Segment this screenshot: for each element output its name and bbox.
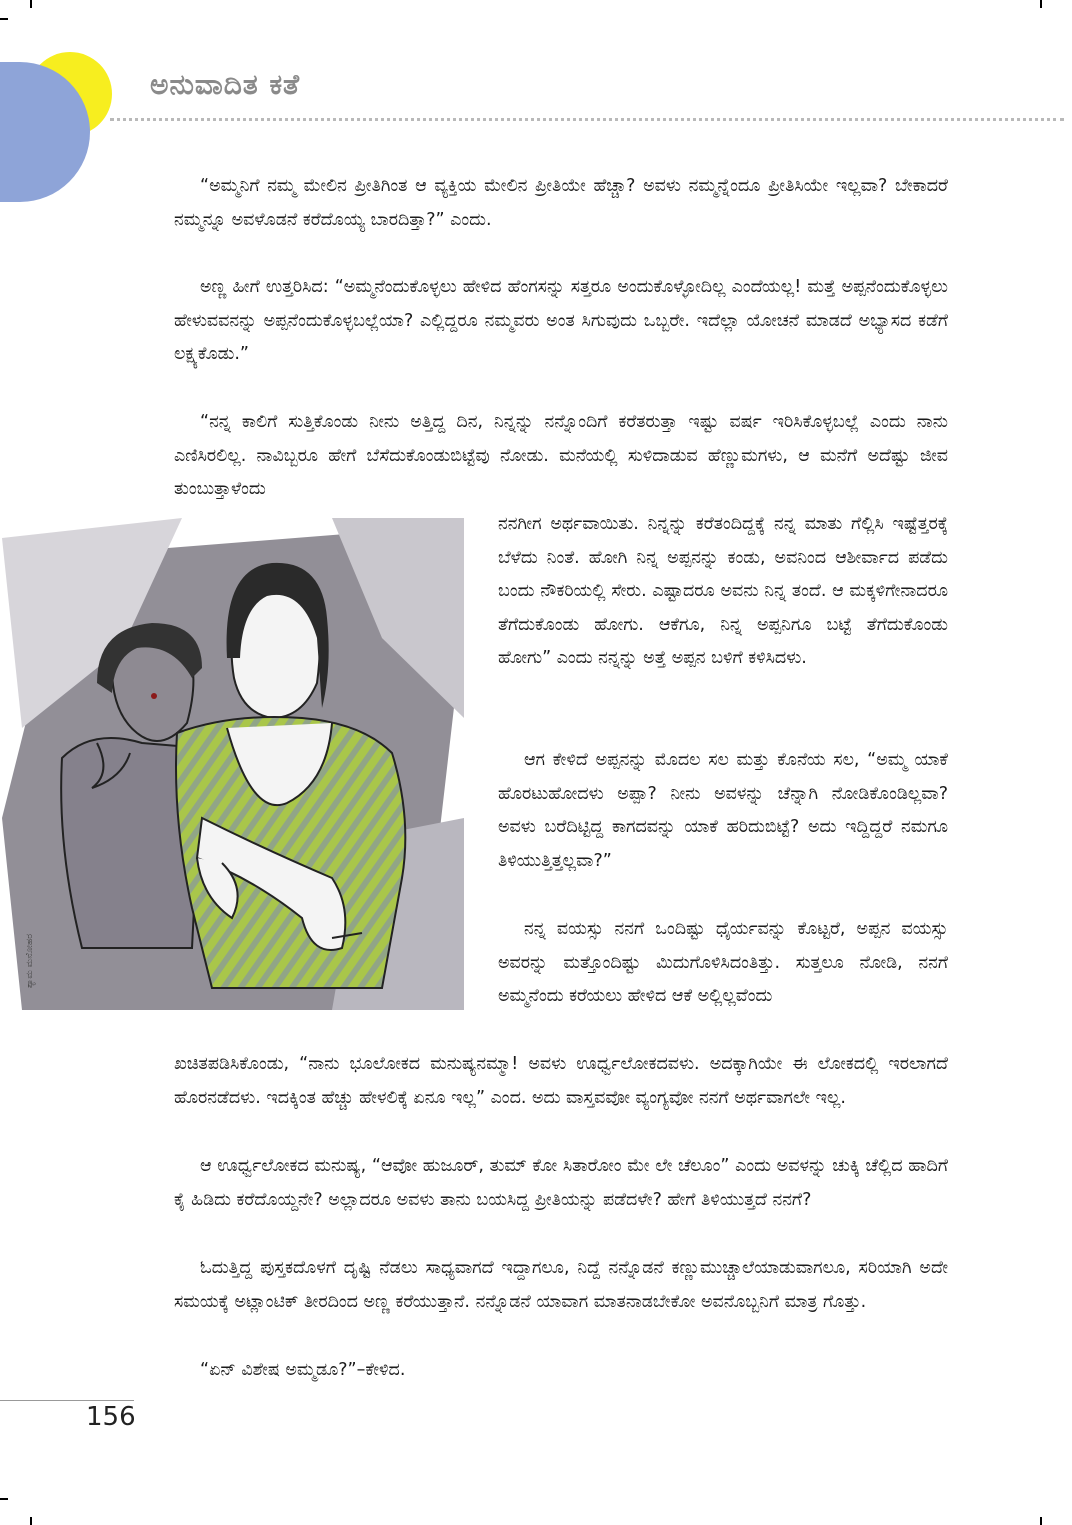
footer-rule: [0, 1400, 134, 1401]
paragraph-5-part-2: ಖಚಿತಪಡಿಸಿಕೊಂಡು, “ನಾನು ಭೂಲೋಕದ ಮನುಷ್ಯನಮ್ಮಾ! ಅವಳು ಊರ್ಧ್ವಲೋಕದವಳು. ಅದಕ್ಕಾಗಿಯೇ ಈ ಲೋಕದಲ್ಲಿ ಇರಲಾಗದೆ ಹೊರನಡೆದಳು. ಇದಕ್ಕಿಂತ ಹೆಚ್ಚು ಹೇಳಲಿಕ್ಕೆ ಏನೂ ಇಲ್ಲ” ಎಂದ. ಅದು ವಾಸ್ತವವೋ ವ್ಯಂಗ್ಯವೋ ನನಗೆ ಅರ್ಥವಾಗಲೇ ಇಲ್ಲ.: [174, 1054, 948, 1108]
crop-mark: [0, 18, 8, 20]
crop-mark: [1040, 0, 1042, 8]
section-title: ಅನುವಾದಿತ ಕತೆ: [150, 68, 301, 101]
crop-mark: [1040, 1517, 1042, 1525]
paragraph-2: ಅಣ್ಣ ಹೀಗೆ ಉತ್ತರಿಸಿದ: “ಅಮ್ಮನೆಂದುಕೊಳ್ಳಲು ಹೇಳಿದ ಹೆಂಗಸನ್ನು ಸತ್ತರೂ ಅಂದುಕೊಳ್ಳೋದಿಲ್ಲ ಎಂದೆಯಲ್ಲ! ಮತ್ತೆ ಅಪ್ಪನೆಂದುಕೊಳ್ಳಲು ಹೇಳುವವನನ್ನು ಅಪ್ಪನೆಂದುಕೊಳ್ಳಬಲ್ಲೆಯಾ? ಎಲ್ಲಿದ್ದರೂ ನಮ್ಮವರು ಅಂತ ಸಿಗುವುದು ಒಬ್ಬರೇ. ಇದೆಲ್ಲಾ ಯೋಚನೆ ಮಾಡದೆ ಅಭ್ಯಾಸದ ಕಡೆಗೆ ಲಕ್ಷ್ಯಕೊಡು.”: [174, 277, 948, 364]
paragraph-1: “ಅಮ್ಮನಿಗೆ ನಮ್ಮ ಮೇಲಿನ ಪ್ರೀತಿಗಿಂತ ಆ ವ್ಯಕ್ತಿಯ ಮೇಲಿನ ಪ್ರೀತಿಯೇ ಹೆಚ್ಚಾ? ಅವಳು ನಮ್ಮನ್ನೆಂದೂ ಪ್ರೀತಿಸಿಯೇ ಇಲ್ಲವಾ? ಬೇಕಾದರೆ ನಮ್ಮನ್ನೂ ಅವಳೊಡನೆ ಕರೆದೊಯ್ಯ ಬಾರದಿತ್ತಾ?” ಎಂದು.: [174, 176, 948, 230]
paragraph-8: “ಏನ್ ವಿಶೇಷ ಅಮ್ಮಡೂ?”–ಕೇಳಿದ.: [200, 1360, 406, 1380]
paragraph-3-part-1: “ನನ್ನ ಕಾಲಿಗೆ ಸುತ್ತಿಕೊಂಡು ನೀನು ಅತ್ತಿದ್ದ ದಿನ, ನಿನ್ನನ್ನು ನನ್ನೊಂದಿಗೆ ಕರೆತರುತ್ತಾ ಇಷ್ಟು ವರ್ಷ ಇರಿಸಿಕೊಳ್ಳಬಲ್ಲೆ ಎಂದು ನಾನು ಎಣಿಸಿರಲಿಲ್ಲ. ನಾವಿಬ್ಬರೂ ಹೇಗೆ ಬೆಸೆದುಕೊಂಡುಬಿಟ್ಟೆವು ನೋಡು. ಮನೆಯಲ್ಲಿ ಸುಳಿದಾಡುವ ಹೆಣ್ಣುಮಗಳು, ಆ ಮನೆಗೆ ಅದೆಷ್ಟು ಜೀವ ತುಂಬುತ್ತಾಳೆಂದು: [174, 412, 948, 499]
artist-signature: ಶ್ಯಾಮ ಮನೋಹರ: [25, 933, 35, 988]
crop-mark: [0, 1498, 8, 1500]
story-illustration: [2, 518, 464, 1010]
paragraph-6: ಆ ಊರ್ಧ್ವಲೋಕದ ಮನುಷ್ಯ, “ಆವೋ ಹುಜೂರ್, ತುಮ್ ಕೋ ಸಿತಾರೋಂ ಮೇ ಲೇ ಚೆಲೂಂ” ಎಂದು ಅವಳನ್ನು ಚುಕ್ಕಿ ಚೆಲ್ಲಿದ ಹಾದಿಗೆ ಕೈ ಹಿಡಿದು ಕರೆದೊಯ್ದನೇ? ಅಲ್ಲಾದರೂ ಅವಳು ತಾನು ಬಯಸಿದ್ದ ಪ್ರೀತಿಯನ್ನು ಪಡೆದಳೇ? ಹೇಗೆ ತಿಳಿಯುತ್ತದೆ ನನಗೆ?: [174, 1156, 948, 1210]
title-dotted-rule: [110, 118, 1064, 121]
crop-mark: [30, 0, 32, 8]
paragraph-4: ಆಗ ಕೇಳಿದೆ ಅಪ್ಪನನ್ನು ಮೊದಲ ಸಲ ಮತ್ತು ಕೊನೆಯ ಸಲ, “ಅಮ್ಮ ಯಾಕೆ ಹೊರಟುಹೋದಳು ಅಪ್ಪಾ? ನೀನು ಅವಳನ್ನು ಚೆನ್ನಾಗಿ ನೋಡಿಕೊಂಡಿಲ್ಲವಾ? ಅವಳು ಬರೆದಿಟ್ಟಿದ್ದ ಕಾಗದವನ್ನು ಯಾಕೆ ಹರಿದುಬಿಟ್ಟೆ? ಅದು ಇದ್ದಿದ್ದರೆ ನಮಗೂ ತಿಳಿಯುತ್ತಿತ್ತಲ್ಲವಾ?”: [498, 750, 948, 871]
paragraph-7: ಓದುತ್ತಿದ್ದ ಪುಸ್ತಕದೊಳಗೆ ದೃಷ್ಟಿ ನೆಡಲು ಸಾಧ್ಯವಾಗದೆ ಇದ್ದಾಗಲೂ, ನಿದ್ದೆ ನನ್ನೊಡನೆ ಕಣ್ಣುಮುಚ್ಚಾಲೆಯಾಡುವಾಗಲೂ, ಸರಿಯಾಗಿ ಅದೇ ಸಮಯಕ್ಕೆ ಅಟ್ಲಾಂಟಿಕ್ ತೀರದಿಂದ ಅಣ್ಣ ಕರೆಯುತ್ತಾನೆ. ನನ್ನೊಡನೆ ಯಾವಾಗ ಮಾತನಾಡಬೇಕೋ ಅವನೊಬ್ಬನಿಗೆ ಮಾತ್ರ ಗೊತ್ತು.: [174, 1258, 948, 1312]
paragraph-3-part-2: ನನಗೀಗ ಅರ್ಥವಾಯಿತು. ನಿನ್ನನ್ನು ಕರೆತಂದಿದ್ದಕ್ಕೆ ನನ್ನ ಮಾತು ಗೆಲ್ಲಿಸಿ ಇಷ್ಟೆತ್ತರಕ್ಕೆ ಬೆಳೆದು ನಿಂತೆ. ಹೋಗಿ ನಿನ್ನ ಅಪ್ಪನನ್ನು ಕಂಡು, ಅವನಿಂದ ಆಶೀರ್ವಾದ ಪಡೆದು ಬಂದು ನೌಕರಿಯಲ್ಲಿ ಸೇರು. ಎಷ್ಟಾದರೂ ಅವನು ನಿನ್ನ ತಂದೆ. ಆ ಮಕ್ಕಳಿಗೇನಾದರೂ ತೆಗೆದುಕೊಂಡು ಹೋಗು. ಆಕೆಗೂ, ನಿನ್ನ ಅಪ್ಪನಿಗೂ ಬಟ್ಟೆ ತೆಗೆದುಕೊಂಡು ಹೋಗು” ಎಂದು ನನ್ನನ್ನು ಅತ್ತೆ ಅಪ್ಪನ ಬಳಿಗೆ ಕಳಿಸಿದಳು.: [498, 514, 948, 668]
page-number: 156: [86, 1402, 136, 1432]
paragraph-5-part-1: ನನ್ನ ವಯಸ್ಸು ನನಗೆ ಒಂದಿಷ್ಟು ಧೈರ್ಯವನ್ನು ಕೊಟ್ಟರೆ, ಅಪ್ಪನ ವಯಸ್ಸು ಅವರನ್ನು ಮತ್ತೊಂದಿಷ್ಟು ಮಿದುಗೊಳಿಸಿದಂತಿತ್ತು. ಸುತ್ತಲೂ ನೋಡಿ, ನನಗೆ ಅಮ್ಮನೆಂದು ಕರೆಯಲು ಹೇಳಿದ ಆಕೆ ಅಲ್ಲಿಲ್ಲವೆಂದು: [498, 919, 948, 1006]
crop-mark: [30, 1517, 32, 1525]
